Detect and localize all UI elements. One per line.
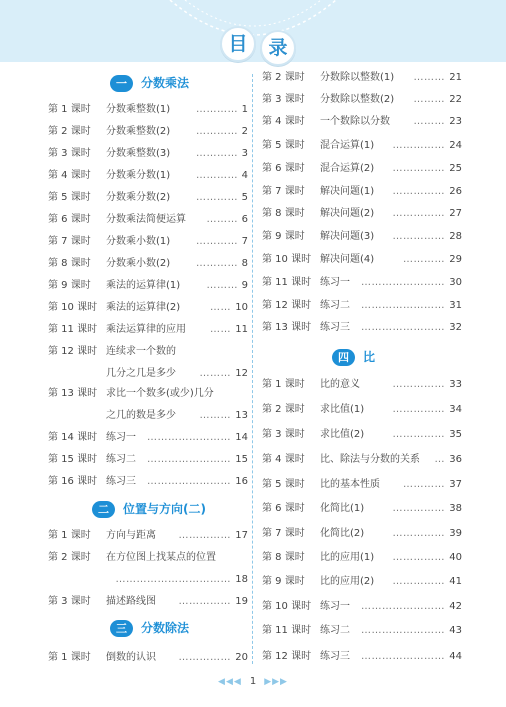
section-number: 四 (332, 349, 355, 366)
lesson-number: 第 5 课时 (262, 140, 305, 151)
page-ref: 8 (241, 258, 248, 269)
lesson-title: 练习二 (320, 625, 350, 636)
lesson-title: 比的应用(1) (320, 552, 375, 563)
page-ref: 2 (241, 126, 248, 137)
lesson-number: 第 5 课时 (262, 479, 305, 490)
toc-entry[interactable] (262, 551, 462, 565)
page-ref: 41 (449, 576, 462, 587)
lesson-number: 第 1 课时 (48, 530, 91, 541)
toc-entry[interactable] (262, 527, 462, 541)
toc-entry[interactable] (48, 431, 248, 445)
lesson-number: 第 5 课时 (48, 192, 91, 203)
toc-entry[interactable] (262, 93, 462, 107)
lesson-title: 一个数除以分数 (320, 116, 390, 127)
leader-dots: …………………… (147, 454, 231, 465)
page-ref: 14 (235, 432, 248, 443)
toc-entry[interactable] (262, 403, 462, 417)
page-ref: 24 (449, 140, 462, 151)
lesson-number: 第 14 课时 (48, 432, 98, 443)
leader-dots: ………… (196, 104, 238, 115)
leader-dots: …………… (392, 503, 445, 514)
leader-dots: …………………… (147, 432, 231, 443)
page-ref: 44 (449, 651, 462, 662)
lesson-number: 第 11 课时 (48, 324, 98, 335)
toc-entry[interactable] (262, 276, 462, 290)
toc-entry[interactable] (48, 551, 248, 565)
title-char-2: 录 (260, 30, 296, 66)
leader-dots: ……… (199, 410, 231, 421)
leader-dots: …………………… (361, 322, 445, 333)
lesson-title: 分数除以整数(1) (320, 72, 395, 83)
lesson-number: 第 4 课时 (262, 116, 305, 127)
page-ref: 26 (449, 186, 462, 197)
lesson-title: 倒数的认识 (106, 652, 156, 663)
page-ref: 23 (449, 116, 462, 127)
leader-dots: …………… (392, 576, 445, 587)
toc-entry[interactable] (262, 71, 462, 85)
page-ref: 3 (241, 148, 248, 159)
lesson-title: 求比一个数多(或少)几分 (106, 388, 214, 399)
lesson-title: 混合运算(1) (320, 140, 375, 151)
lesson-number: 第 9 课时 (48, 280, 91, 291)
lesson-number: 第 9 课时 (262, 576, 305, 587)
toc-entry[interactable] (48, 529, 248, 543)
toc-entry[interactable] (48, 301, 248, 315)
page-ref: 6 (241, 214, 248, 225)
page-ref: 4 (241, 170, 248, 181)
toc-entry[interactable] (262, 600, 462, 614)
lesson-number: 第 7 课时 (48, 236, 91, 247)
toc-entry[interactable] (48, 345, 248, 359)
section-number: 一 (110, 75, 133, 92)
left-arrows-icon: ◀◀◀ (218, 677, 242, 687)
lesson-number: 第 7 课时 (262, 528, 305, 539)
leader-dots: …………… (392, 379, 445, 390)
page-ref: 18 (235, 574, 248, 585)
toc-entry[interactable] (48, 257, 248, 271)
page-ref: 37 (449, 479, 462, 490)
lesson-title: 练习二 (320, 300, 350, 311)
section-title: 分数乘法 (141, 76, 190, 90)
page-ref: 11 (235, 324, 248, 335)
lesson-number: 第 12 课时 (262, 651, 312, 662)
leader-dots: … (434, 454, 445, 465)
lesson-number: 第 13 课时 (262, 322, 312, 333)
lesson-title: 求比值(1) (320, 404, 365, 415)
section-title: 分数除法 (141, 621, 190, 635)
toc-entry[interactable] (262, 253, 462, 267)
lesson-number: 第 4 课时 (262, 454, 305, 465)
leader-dots: …………………… (147, 476, 231, 487)
page-ref: 30 (449, 277, 462, 288)
lesson-number: 第 11 课时 (262, 277, 312, 288)
lesson-number: 第 1 课时 (262, 379, 305, 390)
lesson-title: 之几的数是多少 (106, 410, 176, 421)
page-footer (0, 676, 506, 692)
toc-entry[interactable] (262, 453, 462, 467)
section-heading-2[interactable] (92, 500, 206, 519)
leader-dots: ……… (206, 280, 238, 291)
lesson-title: 解决问题(3) (320, 231, 375, 242)
page-ref: 35 (449, 429, 462, 440)
page-number: 1 (249, 676, 257, 687)
leader-dots: …………………… (361, 651, 445, 662)
page-ref: 15 (235, 454, 248, 465)
lesson-title: 分数乘分数(2) (106, 192, 171, 203)
lesson-number: 第 8 课时 (262, 208, 305, 219)
page-ref: 25 (449, 163, 462, 174)
leader-dots: …………… (392, 208, 445, 219)
section-heading-4[interactable] (332, 348, 375, 367)
leader-dots: ……… (413, 116, 445, 127)
toc-entry[interactable] (262, 378, 462, 392)
page-ref: 34 (449, 404, 462, 415)
leader-dots: ………… (403, 254, 445, 265)
lesson-title: 描述路线图 (106, 596, 156, 607)
title-char-1: 目 (220, 26, 256, 62)
toc-entry[interactable] (262, 478, 462, 492)
page-ref: 13 (235, 410, 248, 421)
leader-dots: ………… (196, 148, 238, 159)
leader-dots: ………… (196, 126, 238, 137)
lesson-number: 第 10 课时 (262, 254, 312, 265)
lesson-title: 练习一 (320, 277, 350, 288)
lesson-title: 分数除以整数(2) (320, 94, 395, 105)
toc-entry[interactable] (262, 502, 462, 516)
toc-entry[interactable] (262, 575, 462, 589)
toc-entry[interactable] (48, 323, 248, 337)
toc-entry[interactable] (262, 299, 462, 313)
toc-entry[interactable] (48, 279, 248, 293)
lesson-number: 第 16 课时 (48, 476, 98, 487)
toc-entry[interactable] (262, 650, 462, 664)
lesson-title: 比的意义 (320, 379, 360, 390)
leader-dots: ……… (206, 214, 238, 225)
toc-entry[interactable] (48, 125, 248, 139)
toc-entry[interactable] (48, 595, 248, 609)
lesson-number: 第 10 课时 (48, 302, 98, 313)
leader-dots: ………… (196, 236, 238, 247)
leader-dots: …………… (392, 140, 445, 151)
page-ref: 1 (241, 104, 248, 115)
page-ref: 5 (241, 192, 248, 203)
lesson-number: 第 3 课时 (48, 148, 91, 159)
toc-entry[interactable] (48, 213, 248, 227)
leader-dots: ……… (199, 368, 231, 379)
lesson-number: 第 6 课时 (262, 163, 305, 174)
lesson-title: 练习三 (320, 651, 350, 662)
right-arrows-icon: ▶▶▶ (264, 677, 288, 687)
lesson-title: 分数乘小数(2) (106, 258, 171, 269)
leader-dots: …………… (392, 231, 445, 242)
leader-dots: ……… (413, 72, 445, 83)
section-number: 三 (110, 620, 133, 637)
leader-dots: ………… (196, 170, 238, 181)
toc-entry[interactable] (48, 409, 248, 423)
leader-dots: …………… (392, 186, 445, 197)
leader-dots: …… (210, 324, 231, 335)
page-ref: 16 (235, 476, 248, 487)
toc-entry[interactable] (262, 428, 462, 442)
lesson-title: 练习二 (106, 454, 136, 465)
lesson-title: 练习一 (106, 432, 136, 443)
lesson-title: 几分之几是多少 (106, 368, 176, 379)
lesson-number: 第 3 课时 (48, 596, 91, 607)
page-ref: 40 (449, 552, 462, 563)
leader-dots: …………… (392, 528, 445, 539)
toc-entry[interactable] (262, 321, 462, 335)
page-title (216, 26, 300, 60)
page-ref: 22 (449, 94, 462, 105)
page-ref: 31 (449, 300, 462, 311)
leader-dots: …………………… (361, 625, 445, 636)
lesson-number: 第 3 课时 (262, 429, 305, 440)
lesson-title: 化简比(1) (320, 503, 365, 514)
section-heading-1[interactable] (110, 74, 189, 93)
lesson-title: 求比值(2) (320, 429, 365, 440)
toc-entry[interactable] (262, 185, 462, 199)
leader-dots: …………… (392, 163, 445, 174)
toc-entry[interactable] (48, 453, 248, 467)
toc-entry[interactable] (48, 235, 248, 249)
lesson-title: 分数乘小数(1) (106, 236, 171, 247)
leader-dots: ………… (403, 479, 445, 490)
lesson-title: 解决问题(2) (320, 208, 375, 219)
lesson-number: 第 2 课时 (48, 126, 91, 137)
leader-dots: …………… (178, 652, 231, 663)
leader-dots: …… (210, 302, 231, 313)
leader-dots: …………… (178, 530, 231, 541)
leader-dots: …………… (392, 429, 445, 440)
lesson-title: 乘法的运算律(2) (106, 302, 181, 313)
lesson-title: 练习三 (106, 476, 136, 487)
toc-entry[interactable] (48, 573, 248, 587)
lesson-number: 第 7 课时 (262, 186, 305, 197)
lesson-title: 练习三 (320, 322, 350, 333)
lesson-title: 分数乘整数(1) (106, 104, 171, 115)
page-ref: 28 (449, 231, 462, 242)
toc-entry[interactable] (48, 475, 248, 489)
leader-dots: …………………… (361, 277, 445, 288)
lesson-number: 第 2 课时 (262, 404, 305, 415)
page-ref: 9 (241, 280, 248, 291)
lesson-number: 第 2 课时 (48, 552, 91, 563)
page-ref: 32 (449, 322, 462, 333)
lesson-title: 练习一 (320, 601, 350, 612)
lesson-number: 第 3 课时 (262, 94, 305, 105)
lesson-title: 方向与距离 (106, 530, 156, 541)
toc-entry[interactable] (262, 115, 462, 129)
toc-entry[interactable] (48, 103, 248, 117)
toc-entry[interactable] (262, 162, 462, 176)
lesson-number: 第 11 课时 (262, 625, 312, 636)
lesson-title: 分数乘分数(1) (106, 170, 171, 181)
leader-dots: …………………… (361, 300, 445, 311)
page-ref: 21 (449, 72, 462, 83)
toc-entry[interactable] (262, 230, 462, 244)
lesson-title: 乘法的运算律(1) (106, 280, 181, 291)
leader-dots: ……… (413, 94, 445, 105)
page-ref: 39 (449, 528, 462, 539)
page-ref: 38 (449, 503, 462, 514)
lesson-title: 连续求一个数的 (106, 346, 176, 357)
lesson-number: 第 13 课时 (48, 388, 98, 399)
page-ref: 27 (449, 208, 462, 219)
leader-dots: …………… (392, 552, 445, 563)
page-ref: 36 (449, 454, 462, 465)
toc-entry[interactable] (262, 624, 462, 638)
leader-dots: …………… (178, 596, 231, 607)
section-heading-3[interactable] (110, 619, 189, 638)
lesson-title: 比、除法与分数的关系 (320, 454, 420, 465)
lesson-number: 第 1 课时 (48, 104, 91, 115)
lesson-number: 第 1 课时 (48, 652, 91, 663)
lesson-title: 混合运算(2) (320, 163, 375, 174)
page-ref: 12 (235, 368, 248, 379)
toc-entry[interactable] (48, 147, 248, 161)
page-ref: 7 (241, 236, 248, 247)
toc-entry[interactable] (262, 139, 462, 153)
lesson-number: 第 8 课时 (262, 552, 305, 563)
page-ref: 17 (235, 530, 248, 541)
lesson-number: 第 6 课时 (48, 214, 91, 225)
lesson-title: 乘法运算律的应用 (106, 324, 186, 335)
toc-entry[interactable] (48, 191, 248, 205)
toc-entry[interactable] (262, 207, 462, 221)
lesson-title: 解决问题(1) (320, 186, 375, 197)
lesson-number: 第 10 课时 (262, 601, 312, 612)
lesson-number: 第 8 课时 (48, 258, 91, 269)
toc-entry[interactable] (48, 169, 248, 183)
toc-entry[interactable] (48, 387, 248, 401)
section-title: 比 (363, 350, 376, 364)
page-ref: 29 (449, 254, 462, 265)
lesson-title: 比的应用(2) (320, 576, 375, 587)
page-ref: 20 (235, 652, 248, 663)
lesson-number: 第 12 课时 (262, 300, 312, 311)
lesson-title: 分数乘整数(3) (106, 148, 171, 159)
column-divider (252, 74, 253, 664)
lesson-title: 化简比(2) (320, 528, 365, 539)
lesson-number: 第 2 课时 (262, 72, 305, 83)
lesson-number: 第 12 课时 (48, 346, 98, 357)
lesson-number: 第 4 课时 (48, 170, 91, 181)
lesson-title: 解决问题(4) (320, 254, 375, 265)
toc-entry[interactable] (48, 367, 248, 381)
leader-dots: ………… (196, 258, 238, 269)
page-ref: 19 (235, 596, 248, 607)
section-title: 位置与方向(二) (123, 502, 206, 516)
lesson-number: 第 15 课时 (48, 454, 98, 465)
leader-dots: ………… (196, 192, 238, 203)
leader-dots: …………… (392, 404, 445, 415)
lesson-number: 第 6 课时 (262, 503, 305, 514)
leader-dots: …………………………… (115, 574, 231, 585)
page-ref: 10 (235, 302, 248, 313)
leader-dots: …………………… (361, 601, 445, 612)
lesson-number: 第 9 课时 (262, 231, 305, 242)
lesson-title: 比的基本性质 (320, 479, 380, 490)
page-ref: 43 (449, 625, 462, 636)
section-number: 二 (92, 501, 115, 518)
page-ref: 42 (449, 601, 462, 612)
page-ref: 33 (449, 379, 462, 390)
lesson-title: 在方位图上找某点的位置 (106, 552, 216, 563)
lesson-title: 分数乘法简便运算 (106, 214, 186, 225)
lesson-title: 分数乘整数(2) (106, 126, 171, 137)
toc-entry[interactable] (48, 651, 248, 665)
